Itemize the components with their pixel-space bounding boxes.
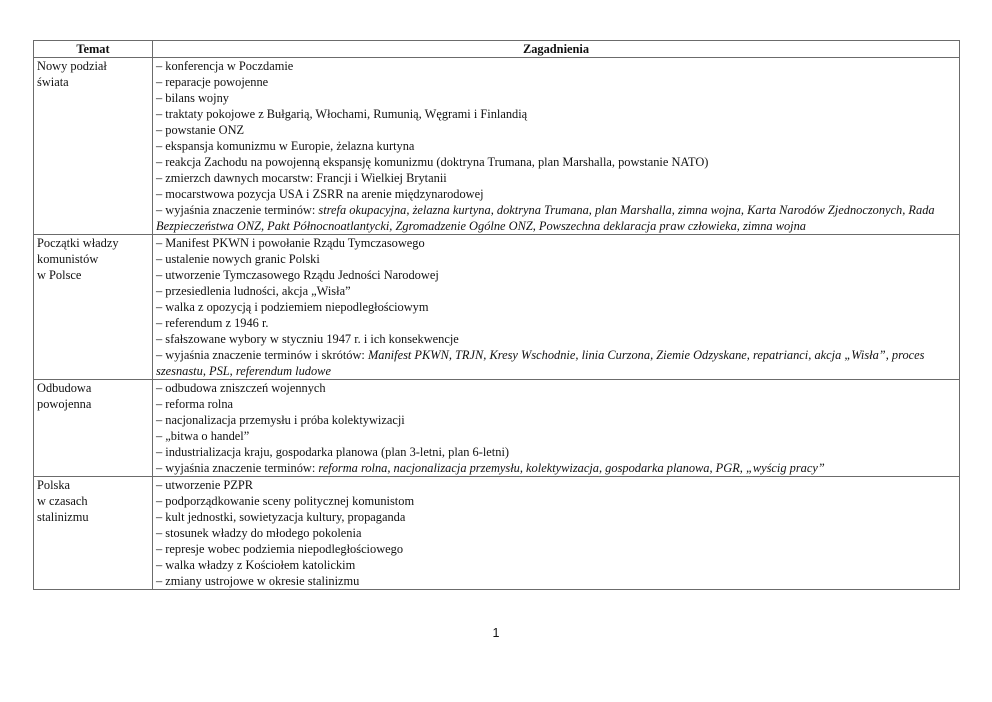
issue-text: – industrializacja kraju, gospodarka planowa (plan 3-letni, plan 6-letni)	[156, 445, 510, 459]
issue-terms: strefa okupacyjna, żelazna kurtyna, doktryna Trumana, plan Marshalla, zimna wojna, Karta Narodów Zjednoczonych, Rada Bezpieczeństwa ONZ, Pakt Północnoatlantycki, Zgromadzenie Ogólne ONZ, Powszechna deklaracja praw człowieka, zimna wojna	[156, 203, 935, 233]
issue-item	[156, 541, 956, 557]
table-row	[34, 380, 960, 477]
page-number: 1	[492, 626, 500, 640]
issue-item	[156, 315, 956, 331]
issue-item	[156, 396, 956, 412]
issue-item	[156, 202, 956, 234]
issue-text: – przesiedlenia ludności, akcja „Wisła”	[156, 284, 351, 298]
issue-text: – bilans wojny	[156, 91, 229, 105]
issue-item	[156, 493, 956, 509]
issue-text: – zmierzch dawnych mocarstw: Francji i Wielkiej Brytanii	[156, 171, 447, 185]
issue-text: – nacjonalizacja przemysłu i próba kolektywizacji	[156, 413, 405, 427]
topic-cell: Nowy podział świata	[34, 58, 153, 235]
issue-item	[156, 122, 956, 138]
table-body	[34, 58, 960, 590]
issue-item	[156, 235, 956, 251]
issue-item	[156, 477, 956, 493]
issue-item	[156, 106, 956, 122]
issue-item	[156, 283, 956, 299]
issues-cell	[153, 58, 960, 235]
issue-item	[156, 267, 956, 283]
issue-item	[156, 557, 956, 573]
issue-item	[156, 573, 956, 589]
issue-item	[156, 170, 956, 186]
issue-terms: Manifest PKWN, TRJN, Kresy Wschodnie, linia Curzona, Ziemie Odzyskane, repatrianci, akcja „Wisła”, proces szesnastu, PSL, referendum ludowe	[156, 348, 925, 378]
table-header-row	[34, 41, 960, 58]
issue-item	[156, 58, 956, 74]
issue-item	[156, 186, 956, 202]
issue-item	[156, 444, 956, 460]
issue-item	[156, 331, 956, 347]
issue-text: – represje wobec podziemia niepodległościowego	[156, 542, 404, 556]
issue-text: – sfałszowane wybory w styczniu 1947 r. i ich konsekwencje	[156, 332, 459, 346]
issue-item	[156, 347, 956, 379]
issue-text: – referendum z 1946 r.	[156, 316, 269, 330]
issue-text: – utworzenie Tymczasowego Rządu Jedności Narodowej	[156, 268, 439, 282]
column-header-issues: Zagadnienia	[153, 41, 960, 58]
issue-item	[156, 428, 956, 444]
issue-text: – stosunek władzy do młodego pokolenia	[156, 526, 362, 540]
column-header-topic: Temat	[34, 41, 153, 58]
issue-item	[156, 509, 956, 525]
table-row	[34, 58, 960, 235]
table-row	[34, 235, 960, 380]
topic-cell: Polska w czasach stalinizmu	[34, 477, 153, 590]
issue-text: – „bitwa o handel”	[156, 429, 250, 443]
topic-cell: Początki władzy komunistów w Polsce	[34, 235, 153, 380]
issue-text: – mocarstwowa pozycja USA i ZSRR na arenie międzynarodowej	[156, 187, 484, 201]
issue-text: – ekspansja komunizmu w Europie, żelazna kurtyna	[156, 139, 415, 153]
issue-item	[156, 90, 956, 106]
issue-text: – zmiany ustrojowe w okresie stalinizmu	[156, 574, 360, 588]
issue-text: – reparacje powojenne	[156, 75, 269, 89]
issue-text: – walka z opozycją i podziemiem niepodległościowym	[156, 300, 429, 314]
issue-text: – ustalenie nowych granic Polski	[156, 252, 320, 266]
issue-text: – reforma rolna	[156, 397, 234, 411]
issue-text: – walka władzy z Kościołem katolickim	[156, 558, 356, 572]
issue-item	[156, 154, 956, 170]
issue-text: – traktaty pokojowe z Bułgarią, Włochami, Rumunią, Węgrami i Finlandią	[156, 107, 528, 121]
issue-text: – wyjaśnia znaczenie terminów i skrótów:	[156, 348, 368, 362]
issue-text: – wyjaśnia znaczenie terminów:	[156, 203, 319, 217]
issue-terms: reforma rolna, nacjonalizacja przemysłu, kolektywizacja, gospodarka planowa, PGR, „wyścig pracy”	[318, 461, 825, 475]
issue-text: – odbudowa zniszczeń wojennych	[156, 381, 326, 395]
issue-text: – powstanie ONZ	[156, 123, 245, 137]
issue-item	[156, 380, 956, 396]
topic-cell: Odbudowa powojenna	[34, 380, 153, 477]
issue-text: – kult jednostki, sowietyzacja kultury, propaganda	[156, 510, 406, 524]
issues-cell	[153, 235, 960, 380]
table-row	[34, 477, 960, 590]
issue-text: – podporządkowanie sceny politycznej komunistom	[156, 494, 415, 508]
issue-text: – utworzenie PZPR	[156, 478, 254, 492]
topics-table	[33, 40, 960, 590]
issue-item	[156, 299, 956, 315]
issue-text: – reakcja Zachodu na powojenną ekspansję komunizmu (doktryna Trumana, plan Marshalla, powstanie NATO)	[156, 155, 709, 169]
issue-item	[156, 460, 956, 476]
issues-cell	[153, 380, 960, 477]
issue-item	[156, 525, 956, 541]
issue-item	[156, 74, 956, 90]
issue-item	[156, 251, 956, 267]
issue-item	[156, 138, 956, 154]
issues-cell	[153, 477, 960, 590]
issue-text: – konferencja w Poczdamie	[156, 59, 294, 73]
issue-item	[156, 412, 956, 428]
issue-text: – Manifest PKWN i powołanie Rządu Tymczasowego	[156, 236, 425, 250]
issue-text: – wyjaśnia znaczenie terminów:	[156, 461, 319, 475]
